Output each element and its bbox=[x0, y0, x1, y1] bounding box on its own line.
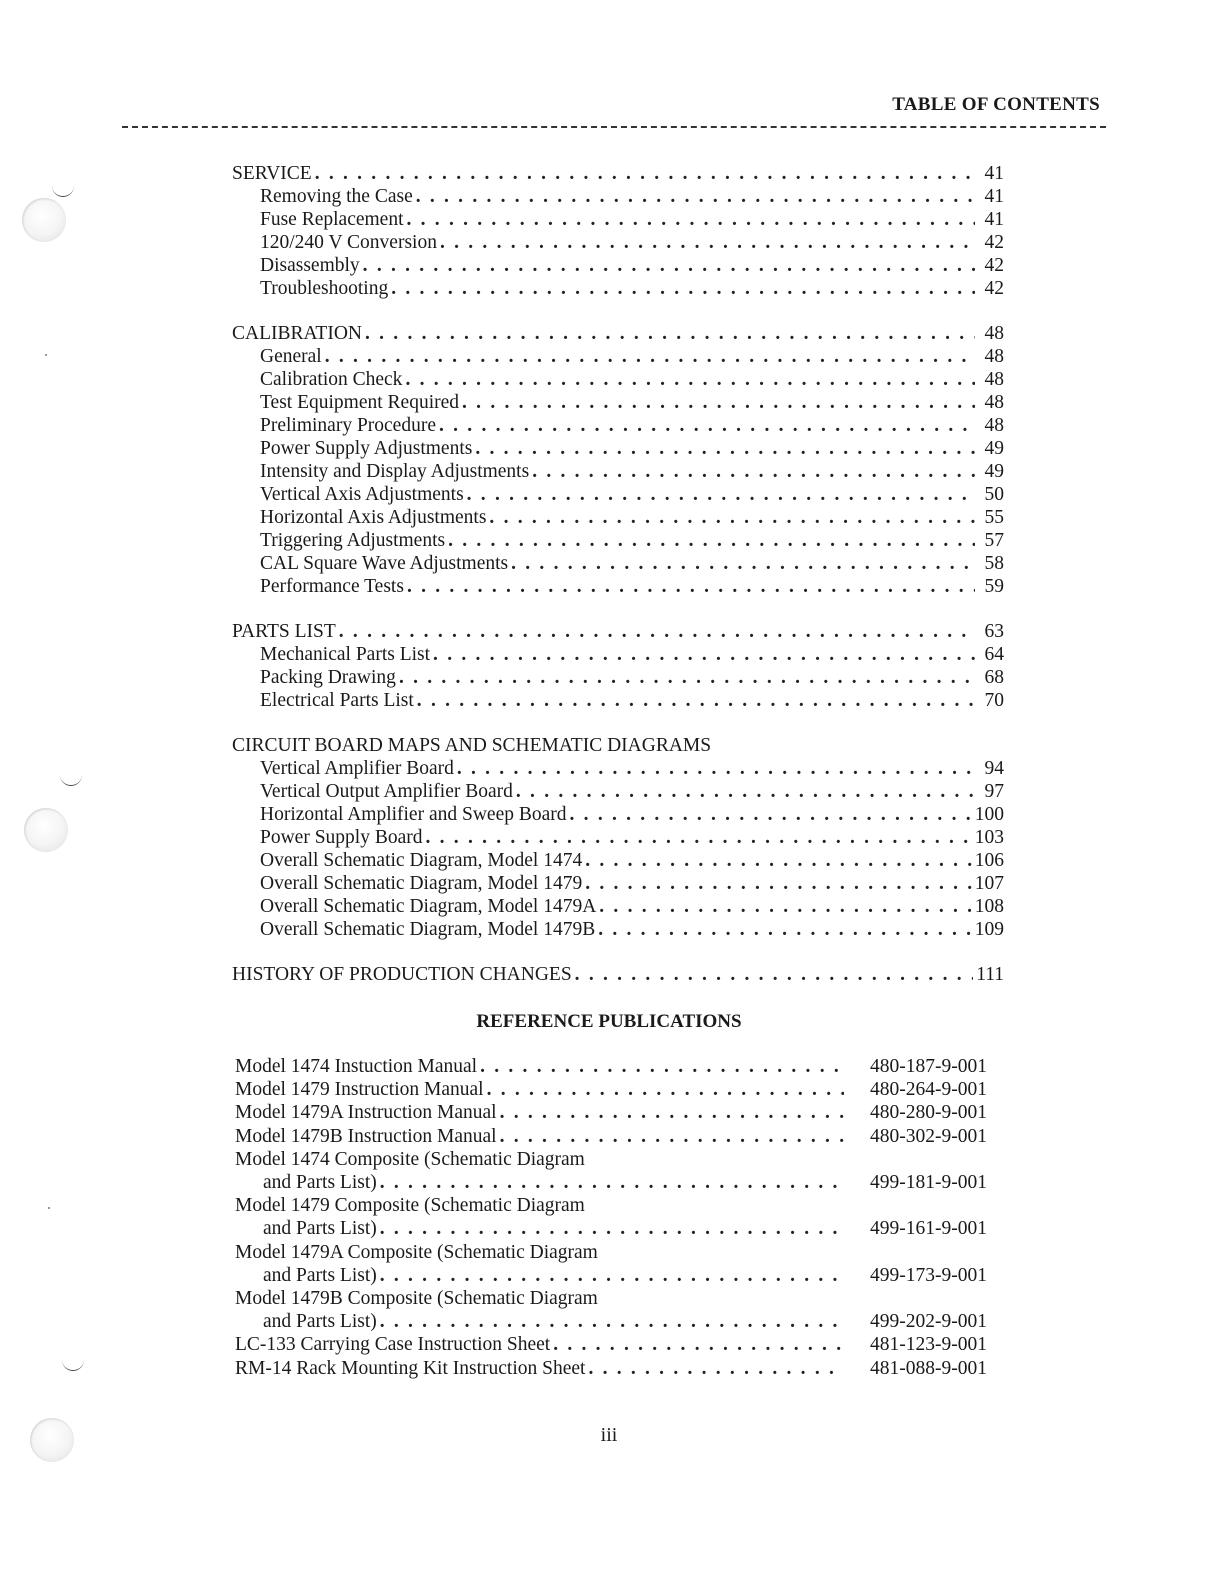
dot-leader bbox=[315, 162, 975, 185]
toc-entry-page: 48 bbox=[984, 346, 1004, 367]
toc-entry-page: 50 bbox=[984, 484, 1004, 505]
toc-entry-page: 108 bbox=[974, 896, 1004, 917]
toc-entry-title: PARTS LIST bbox=[232, 621, 336, 642]
reference-number: 480-280-9-001 bbox=[870, 1102, 987, 1124]
toc-subentry[interactable] bbox=[232, 826, 1004, 849]
toc-subentry[interactable] bbox=[232, 231, 1004, 254]
page-header-title: TABLE OF CONTENTS bbox=[892, 94, 1100, 115]
reference-entry[interactable] bbox=[235, 1171, 987, 1194]
reference-title: Model 1479A Instruction Manual bbox=[235, 1102, 497, 1124]
toc-entry-title: Disassembly bbox=[260, 255, 360, 276]
toc-entry-page: 48 bbox=[984, 415, 1004, 436]
reference-publications-heading: REFERENCE PUBLICATIONS bbox=[476, 1011, 742, 1032]
toc-section-service bbox=[232, 162, 1004, 300]
toc-entry-title: Fuse Replacement bbox=[260, 209, 404, 230]
reference-publications-list bbox=[235, 1055, 987, 1380]
reference-entry[interactable] bbox=[235, 1101, 987, 1124]
dot-leader bbox=[462, 391, 975, 414]
toc-entry-page: 48 bbox=[984, 369, 1004, 390]
dot-leader bbox=[575, 963, 974, 986]
reference-title[interactable]: Model 1479A Composite (Schematic Diagram bbox=[235, 1241, 598, 1263]
dot-leader bbox=[487, 1078, 844, 1101]
toc-entry-page: 109 bbox=[974, 919, 1004, 940]
toc-entry-title: Mechanical Parts List bbox=[260, 644, 431, 665]
reference-title: RM-14 Rack Mounting Kit Instruction Sheet bbox=[235, 1357, 586, 1379]
reference-number: 499-202-9-001 bbox=[870, 1311, 987, 1333]
toc-entry-title[interactable]: CIRCUIT BOARD MAPS AND SCHEMATIC DIAGRAMS bbox=[232, 735, 712, 756]
dot-leader bbox=[380, 1217, 844, 1240]
toc-section-circuit-board-maps bbox=[232, 734, 1004, 941]
toc-entry-page: 68 bbox=[984, 667, 1004, 688]
toc-section-calibration bbox=[232, 322, 1004, 598]
toc-subentry[interactable] bbox=[232, 277, 1004, 300]
dot-leader bbox=[516, 780, 975, 803]
binder-hole bbox=[22, 198, 66, 242]
reference-number: 481-123-9-001 bbox=[870, 1334, 987, 1356]
toc-subentry[interactable] bbox=[232, 391, 1004, 414]
dot-leader bbox=[480, 1055, 844, 1078]
toc-entry-page: 41 bbox=[984, 186, 1004, 207]
toc-entry-title: Troubleshooting bbox=[260, 278, 389, 299]
toc-entry-title: Intensity and Display Adjustments bbox=[260, 461, 530, 482]
dot-leader bbox=[433, 643, 975, 666]
toc-entry-page: 107 bbox=[974, 873, 1004, 894]
toc-entry-page: 100 bbox=[974, 804, 1004, 825]
toc-entry-title: Horizontal Amplifier and Sweep Board bbox=[260, 804, 567, 825]
reference-entry[interactable] bbox=[235, 1217, 987, 1240]
toc-entry-title: Packing Drawing bbox=[260, 667, 396, 688]
toc-entry-title: Overall Schematic Diagram, Model 1479A bbox=[260, 896, 597, 917]
reference-entry[interactable] bbox=[235, 1264, 987, 1287]
toc-entry-title: Electrical Parts List bbox=[260, 690, 414, 711]
reference-number: 499-173-9-001 bbox=[870, 1264, 987, 1286]
dot-leader bbox=[416, 185, 975, 208]
page-number: iii bbox=[600, 1424, 618, 1446]
toc-subentry[interactable] bbox=[232, 689, 1004, 712]
reference-title-continued: and Parts List) bbox=[263, 1264, 377, 1286]
toc-entry-page: 41 bbox=[984, 209, 1004, 230]
reference-title[interactable]: Model 1479B Composite (Schematic Diagram bbox=[235, 1288, 598, 1310]
toc-entry-title: Performance Tests bbox=[260, 576, 404, 597]
dot-leader bbox=[325, 345, 975, 368]
toc-subentry[interactable] bbox=[232, 757, 1004, 780]
dot-leader bbox=[440, 231, 975, 254]
reference-title[interactable]: Model 1474 Composite (Schematic Diagram bbox=[235, 1148, 585, 1170]
reference-number: 499-181-9-001 bbox=[870, 1172, 987, 1194]
reference-entry[interactable] bbox=[235, 1125, 987, 1148]
toc-entry-page: 58 bbox=[984, 553, 1004, 574]
reference-title[interactable]: Model 1479 Composite (Schematic Diagram bbox=[235, 1195, 585, 1217]
toc-entry-title: Power Supply Adjustments bbox=[260, 438, 473, 459]
toc-entry[interactable] bbox=[232, 963, 1004, 986]
dot-leader bbox=[500, 1101, 844, 1124]
dot-leader bbox=[532, 460, 975, 483]
toc-entry-page: 94 bbox=[984, 758, 1004, 779]
toc-entry-page: 42 bbox=[984, 232, 1004, 253]
dot-leader bbox=[407, 575, 975, 598]
toc-entry-title: General bbox=[260, 346, 322, 367]
toc-subentry[interactable] bbox=[232, 345, 1004, 368]
toc-entry-page: 49 bbox=[984, 438, 1004, 459]
toc-subentry[interactable] bbox=[232, 918, 1004, 941]
toc-entry-page: 42 bbox=[984, 255, 1004, 276]
toc-entry-page: 70 bbox=[984, 690, 1004, 711]
toc-subentry[interactable] bbox=[232, 575, 1004, 598]
dot-leader bbox=[407, 208, 976, 231]
dot-leader bbox=[426, 826, 972, 849]
dot-leader bbox=[599, 895, 971, 918]
toc-entry-title: Preliminary Procedure bbox=[260, 415, 436, 436]
toc-entry-title: Vertical Amplifier Board bbox=[260, 758, 454, 779]
reference-title: LC-133 Carrying Case Instruction Sheet bbox=[235, 1334, 551, 1356]
dot-leader bbox=[500, 1125, 844, 1148]
toc-entry-title: SERVICE bbox=[232, 163, 312, 184]
toc-subentry[interactable] bbox=[232, 895, 1004, 918]
toc-entry-page: 64 bbox=[984, 644, 1004, 665]
toc-subentry[interactable] bbox=[232, 483, 1004, 506]
reference-entry[interactable] bbox=[235, 1310, 987, 1333]
toc-entry-page: 57 bbox=[984, 530, 1004, 551]
toc-subentry[interactable] bbox=[232, 803, 1004, 826]
reference-entry[interactable] bbox=[235, 1333, 987, 1356]
dot-leader bbox=[448, 529, 975, 552]
reference-number: 480-187-9-001 bbox=[870, 1056, 987, 1077]
toc-subentry[interactable] bbox=[232, 529, 1004, 552]
reference-title-continued: and Parts List) bbox=[263, 1311, 377, 1333]
binder-mark bbox=[60, 775, 82, 786]
dot-leader bbox=[475, 437, 975, 460]
toc-entry-title: CALIBRATION bbox=[232, 323, 362, 344]
toc-entry[interactable] bbox=[232, 322, 1004, 345]
toc-entry-page: 63 bbox=[984, 621, 1004, 642]
dot-leader bbox=[380, 1310, 844, 1333]
toc-entry[interactable] bbox=[232, 620, 1004, 643]
toc-subentry[interactable] bbox=[232, 666, 1004, 689]
toc-entry-page: 42 bbox=[984, 278, 1004, 299]
toc-entry-title: Overall Schematic Diagram, Model 1479 bbox=[260, 873, 583, 894]
reference-number: 499-161-9-001 bbox=[870, 1218, 987, 1240]
dot-leader bbox=[553, 1333, 844, 1356]
reference-entry[interactable] bbox=[235, 1357, 987, 1380]
dot-leader bbox=[339, 620, 975, 643]
reference-entry[interactable] bbox=[235, 1055, 987, 1078]
scan-speck bbox=[48, 1207, 50, 1209]
toc-entry-title: Removing the Case bbox=[260, 186, 413, 207]
toc-entry-title: Overall Schematic Diagram, Model 1474 bbox=[260, 850, 583, 871]
toc-entry-title: Triggering Adjustments bbox=[260, 530, 446, 551]
toc-subentry[interactable] bbox=[232, 460, 1004, 483]
dot-leader bbox=[570, 803, 972, 826]
toc-entry-title: CAL Square Wave Adjustments bbox=[260, 553, 509, 574]
toc-entry-page: 48 bbox=[984, 392, 1004, 413]
dot-leader bbox=[585, 849, 972, 872]
dot-leader bbox=[489, 506, 975, 529]
table-of-contents bbox=[232, 162, 1004, 1008]
binder-mark bbox=[52, 186, 74, 197]
dot-leader bbox=[405, 368, 975, 391]
toc-entry-title: Overall Schematic Diagram, Model 1479B bbox=[260, 919, 596, 940]
toc-entry-page: 59 bbox=[984, 576, 1004, 597]
header-rule bbox=[122, 126, 1106, 128]
toc-entry-page: 41 bbox=[984, 163, 1004, 184]
toc-subentry[interactable] bbox=[232, 185, 1004, 208]
toc-entry-page: 103 bbox=[974, 827, 1004, 848]
toc-subentry[interactable] bbox=[232, 643, 1004, 666]
toc-subentry[interactable] bbox=[232, 780, 1004, 803]
toc-section-history bbox=[232, 963, 1004, 986]
toc-subentry[interactable] bbox=[232, 208, 1004, 231]
toc-subentry[interactable] bbox=[232, 506, 1004, 529]
binder-hole bbox=[24, 808, 68, 852]
toc-entry-title: Test Equipment Required bbox=[260, 392, 460, 413]
dot-leader bbox=[588, 1357, 844, 1380]
toc-subentry[interactable] bbox=[232, 872, 1004, 895]
dot-leader bbox=[457, 757, 975, 780]
reference-title: Model 1479B Instruction Manual bbox=[235, 1125, 497, 1147]
toc-entry-page: 49 bbox=[984, 461, 1004, 482]
toc-subentry[interactable] bbox=[232, 254, 1004, 277]
dot-leader bbox=[598, 918, 972, 941]
toc-entry-page: 97 bbox=[984, 781, 1004, 802]
binder-mark bbox=[62, 1360, 84, 1371]
toc-entry-title: Vertical Output Amplifier Board bbox=[260, 781, 513, 802]
dot-leader bbox=[365, 322, 975, 345]
reference-title-continued: and Parts List) bbox=[263, 1218, 377, 1240]
dot-leader bbox=[585, 872, 972, 895]
reference-number: 480-264-9-001 bbox=[870, 1079, 987, 1101]
dot-leader bbox=[467, 483, 975, 506]
reference-number: 481-088-9-001 bbox=[870, 1357, 987, 1379]
dot-leader bbox=[511, 552, 975, 575]
reference-title: Model 1474 Instuction Manual bbox=[235, 1056, 478, 1077]
reference-title-continued: and Parts List) bbox=[263, 1172, 377, 1194]
toc-subentry[interactable] bbox=[232, 414, 1004, 437]
toc-subentry[interactable] bbox=[232, 368, 1004, 391]
toc-entry-page: 55 bbox=[984, 507, 1004, 528]
toc-entry-title: Vertical Axis Adjustments bbox=[260, 484, 464, 505]
toc-entry-title: Calibration Check bbox=[260, 369, 403, 390]
toc-section-parts-list bbox=[232, 620, 1004, 712]
reference-entry[interactable] bbox=[235, 1078, 987, 1101]
toc-entry-page: 48 bbox=[984, 323, 1004, 344]
toc-entry-page: 106 bbox=[974, 850, 1004, 871]
reference-title: Model 1479 Instruction Manual bbox=[235, 1079, 484, 1101]
dot-leader bbox=[380, 1264, 844, 1287]
toc-entry-title: Power Supply Board bbox=[260, 827, 423, 848]
dot-leader bbox=[417, 689, 975, 712]
scan-speck bbox=[45, 354, 47, 356]
toc-entry-title: Horizontal Axis Adjustments bbox=[260, 507, 487, 528]
dot-leader bbox=[399, 666, 975, 689]
dot-leader bbox=[391, 277, 975, 300]
toc-entry-title: 120/240 V Conversion bbox=[260, 232, 437, 253]
dot-leader bbox=[363, 254, 975, 277]
dot-leader bbox=[439, 414, 975, 437]
dot-leader bbox=[380, 1171, 844, 1194]
toc-subentry[interactable] bbox=[232, 849, 1004, 872]
toc-subentry[interactable] bbox=[232, 552, 1004, 575]
toc-entry-page: 111 bbox=[976, 964, 1004, 985]
toc-entry-title: HISTORY OF PRODUCTION CHANGES bbox=[232, 964, 572, 985]
reference-number: 480-302-9-001 bbox=[870, 1125, 987, 1147]
toc-subentry[interactable] bbox=[232, 437, 1004, 460]
toc-entry[interactable] bbox=[232, 162, 1004, 185]
